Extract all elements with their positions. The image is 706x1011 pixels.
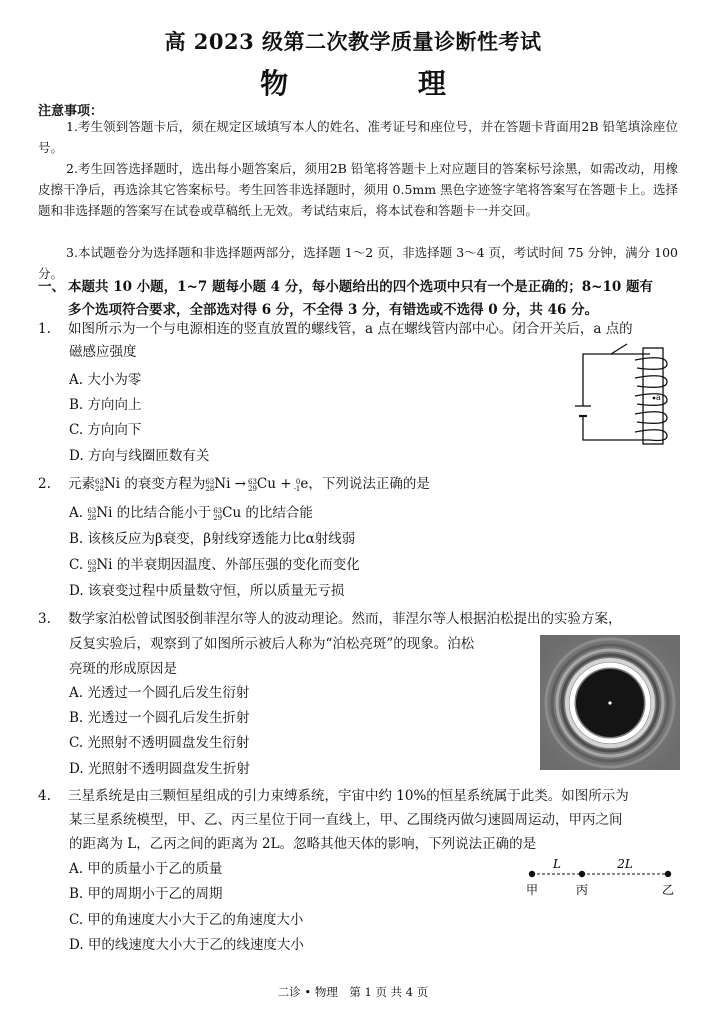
- note-2: 2.考生回答选择题时，选出每小题答案后，须用2B 铅笔将答题卡上对应题目的答案标号涂黑，如需改动，用橡皮擦干净后，再选涂其它答案标号。考生回答非选择题时，须用 0.5mm 黑色字迹签字笔将答案写在答题卡上。选择题和非选择题的答案写在试卷或草稿纸上无效。考试结束后，将本试卷和答题卡一并交回。: [38, 161, 678, 218]
- label-bing: 丙: [575, 883, 589, 897]
- q4-stem-2: 某三星系统模型，甲、乙、丙三星位于同一直线上，甲、乙围绕丙做匀速圆周运动，甲丙之间: [69, 812, 623, 828]
- q1-stem-cont: 磁感应强度: [69, 344, 137, 360]
- ni-nuclide-2: 63 28: [205, 478, 215, 493]
- star-jia: [529, 871, 535, 877]
- distance-l-label: L: [553, 857, 561, 871]
- q4-option-a: A. 甲的质量小于乙的质量: [69, 861, 223, 877]
- point-a-label: a: [656, 393, 661, 402]
- q2-option-d: D. 该衰变过程中质量数守恒，所以质量无亏损: [69, 583, 345, 599]
- question-4: 4. 三星系统是由三颗恒星组成的引力束缚系统，宇宙中约 10%的恒星系统属于此类。如图所示为: [38, 788, 629, 804]
- notes-heading: 注意事项：: [38, 104, 104, 119]
- ni-nuclide-1: 63 28: [95, 478, 104, 493]
- star-yi: [665, 871, 671, 877]
- poisson-spot-image: [540, 635, 680, 770]
- solenoid-figure: [575, 340, 695, 450]
- note-1: 1.考生领到答题卡后，须在规定区域填写本人的姓名、准考证号和座位号，并在答题卡背面用2B 铅笔填涂座位号。: [38, 119, 678, 155]
- q2-option-a: A. 63 28Ni 的比结合能小于 63 29Cu 的比结合能: [69, 505, 313, 522]
- q4-stem-3: 的距离为 L，乙丙之间的距离为 2L。忽略其他天体的影响，下列说法正确的是: [69, 836, 537, 852]
- q4-option-b: B. 甲的周期小于乙的周期: [69, 886, 223, 902]
- q3-option-c: C. 光照射不透明圆盘发生衍射: [69, 735, 250, 751]
- question-1: 1. 如图所示为一个与电源相连的竖直放置的螺线管，a 点在螺线管内部中心。闭合开关后，a 点的: [38, 321, 633, 337]
- q2-option-c: C. 63 28Ni 的半衰期因温度、外部压强的变化而变化: [69, 557, 360, 574]
- q3-stem-2: 反复实验后，观察到了如图所示被后人称为“泊松亮斑”的现象。泊松: [69, 636, 475, 652]
- subject-title: 物 理: [260, 67, 506, 100]
- page-footer: 二诊 • 物理 第 1 页 共 4 页: [277, 985, 429, 999]
- q4-option-d: D. 甲的线速度大小大于乙的线速度大小: [69, 937, 304, 953]
- q2-option-b: B. 该核反应为β衰变，β射线穿透能力比α射线弱: [69, 531, 356, 547]
- q1-option-b: B. 方向向上: [69, 397, 142, 413]
- note-3: 3.本试题卷分为选择题和非选择题两部分，选择题 1～2 页，非选择题 3～4 页，考试时间 75 分钟，满分 100 分。: [38, 245, 678, 281]
- q1-option-d: D. 方向与线圈匝数有关: [69, 448, 210, 464]
- q3-option-d: D. 光照射不透明圆盘发生折射: [69, 761, 250, 777]
- star-bing: [579, 871, 585, 877]
- label-jia: 甲: [525, 883, 539, 897]
- q3-stem-3: 亮斑的形成原因是: [69, 661, 177, 677]
- question-3: 3. 数学家泊松曾试图驳倒菲涅尔等人的波动理论。然而，菲涅尔等人根据泊松提出的实验方案，: [38, 611, 622, 627]
- q3-option-a: A. 光透过一个圆孔后发生衍射: [69, 685, 250, 701]
- q1-option-a: A. 大小为零: [69, 372, 142, 388]
- three-star-figure: [520, 854, 680, 902]
- q4-option-c: C. 甲的角速度大小大于乙的角速度大小: [69, 912, 304, 928]
- exam-title: 高 2023 级第二次教学质量诊断性考试: [164, 29, 542, 54]
- cu-nuclide: 63 29: [248, 478, 257, 493]
- label-yi: 乙: [661, 883, 675, 897]
- bright-spot: [608, 701, 611, 704]
- q3-option-b: B. 光透过一个圆孔后发生折射: [69, 710, 250, 726]
- point-a-marker: [653, 397, 656, 400]
- electron-nuclide: 0 -1: [293, 478, 301, 493]
- section-heading: 一、 本题共 10 小题，1~7 题每小题 4 分，每小题给出的四个选项中只有一个是正确的；8~10 题有 多个选项符合要求，全部选对得 6 分，不全得 3 分，有错选或不选得 0 分，共 46 分。: [38, 279, 653, 318]
- q1-option-c: C. 方向向下: [69, 422, 142, 438]
- distance-2l-label: 2L: [617, 857, 633, 871]
- question-2: 2. 元素63 28Ni 的衰变方程为63 28Ni → 63 29Cu + 0 -1e，下列说法正确的是: [38, 476, 430, 493]
